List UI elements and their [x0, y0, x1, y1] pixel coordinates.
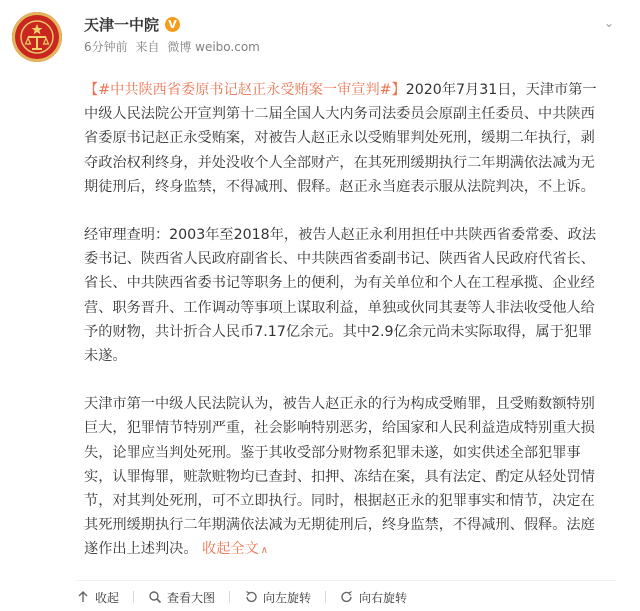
toolbar-divider	[76, 580, 616, 581]
post-paragraph-1	[84, 78, 606, 199]
toolbar-separator	[133, 591, 134, 603]
author-name[interactable]: 天津一中院	[84, 16, 160, 34]
post-body	[84, 78, 606, 588]
caret-up-icon: ∧	[260, 545, 269, 557]
avatar[interactable]	[12, 12, 62, 62]
verified-badge-icon[interactable]: V	[165, 17, 180, 32]
rotate-left-button[interactable]	[244, 589, 311, 606]
magnifier-icon	[148, 590, 162, 604]
topic-link[interactable]: 【#中共陕西省委原书记赵正永受贿案一审宣判#】	[84, 82, 406, 98]
collapse-button[interactable]	[76, 589, 119, 606]
post-source[interactable]: 微博 weibo.com	[167, 40, 260, 54]
court-emblem-icon	[19, 19, 55, 55]
toolbar-separator	[325, 591, 326, 603]
rotate-left-label: 向左旋转	[263, 590, 312, 605]
post-paragraph-2: 经审理查明：2003年至2018年，被告人赵正永利用担任中共陕西省委常委、政法委书记、陕西省人民政府副省长、中共陕西省委副书记、陕西省人民政府代省长、省长、中共陕西省委书记等职务上的便利，为有关单位和个人在工程承揽、企业经营、职务晋升、工作调动等事项上谋取利益，单独或伙同其妻等人非法收受他人给予的财物，共计折合人民币7.17亿余元。其中2.9亿余元尚未实际取得，属于犯罪未遂。	[84, 227, 597, 365]
rotate-right-icon	[340, 590, 354, 604]
post-paragraph-3	[84, 392, 606, 563]
rotate-right-button[interactable]	[340, 589, 407, 606]
post-header	[12, 12, 615, 66]
view-large-button[interactable]	[148, 589, 215, 606]
rotate-right-label: 向右旋转	[359, 590, 408, 605]
post-meta	[84, 38, 264, 55]
toolbar-separator	[229, 591, 230, 603]
collapse-full-text-link[interactable]	[202, 541, 268, 557]
collapse-full-text-label: 收起全文	[202, 541, 259, 558]
view-large-label: 查看大图	[167, 590, 216, 605]
author-line	[84, 14, 180, 35]
chevron-down-icon[interactable]: ⌄	[603, 16, 615, 30]
arrow-up-icon	[76, 590, 90, 604]
collapse-label: 收起	[95, 590, 120, 605]
media-toolbar	[76, 586, 576, 608]
paragraph-3-text: 天津市第一中级人民法院认为，被告人赵正永的行为构成受贿罪，且受贿数额特别巨大，犯罪情节特别严重，社会影响特别恶劣，给国家和人民利益造成特别重大损失，论罪应当判处死刑。鉴于其收受部分财物系犯罪未遂，如实供述全部犯罪事实，认罪悔罪，赃款赃物均已查封、扣押、冻结在案，具有法定、酌定从轻处罚情节，对其判处死刑，可不立即执行。同时，根据赵正永的犯罪事实和情节，决定在其死刑缓期执行二年期满依法减为无期徒刑后，终身监禁，不得减刑、假释。法庭遂作出上述判决。	[84, 396, 595, 558]
rotate-left-icon	[244, 590, 258, 604]
paragraph-1-text: 2020年7月31日，天津市第一中级人民法院公开宣判第十二届全国人大内务司法委员会原副主任委员、中共陕西省委原书记赵正永受贿案，对被告人赵正永以受贿罪判处死刑，缓期二年执行，剥夺政治权利终身，并处没收个人全部财产，在其死刑缓期执行二年期满依法减为无期徒刑后，终身监禁，不得减刑、假释。赵正永当庭表示服从法院判决，不上诉。	[84, 82, 597, 195]
from-label: 来自	[135, 40, 160, 54]
post-time[interactable]: 6分钟前	[84, 40, 128, 54]
